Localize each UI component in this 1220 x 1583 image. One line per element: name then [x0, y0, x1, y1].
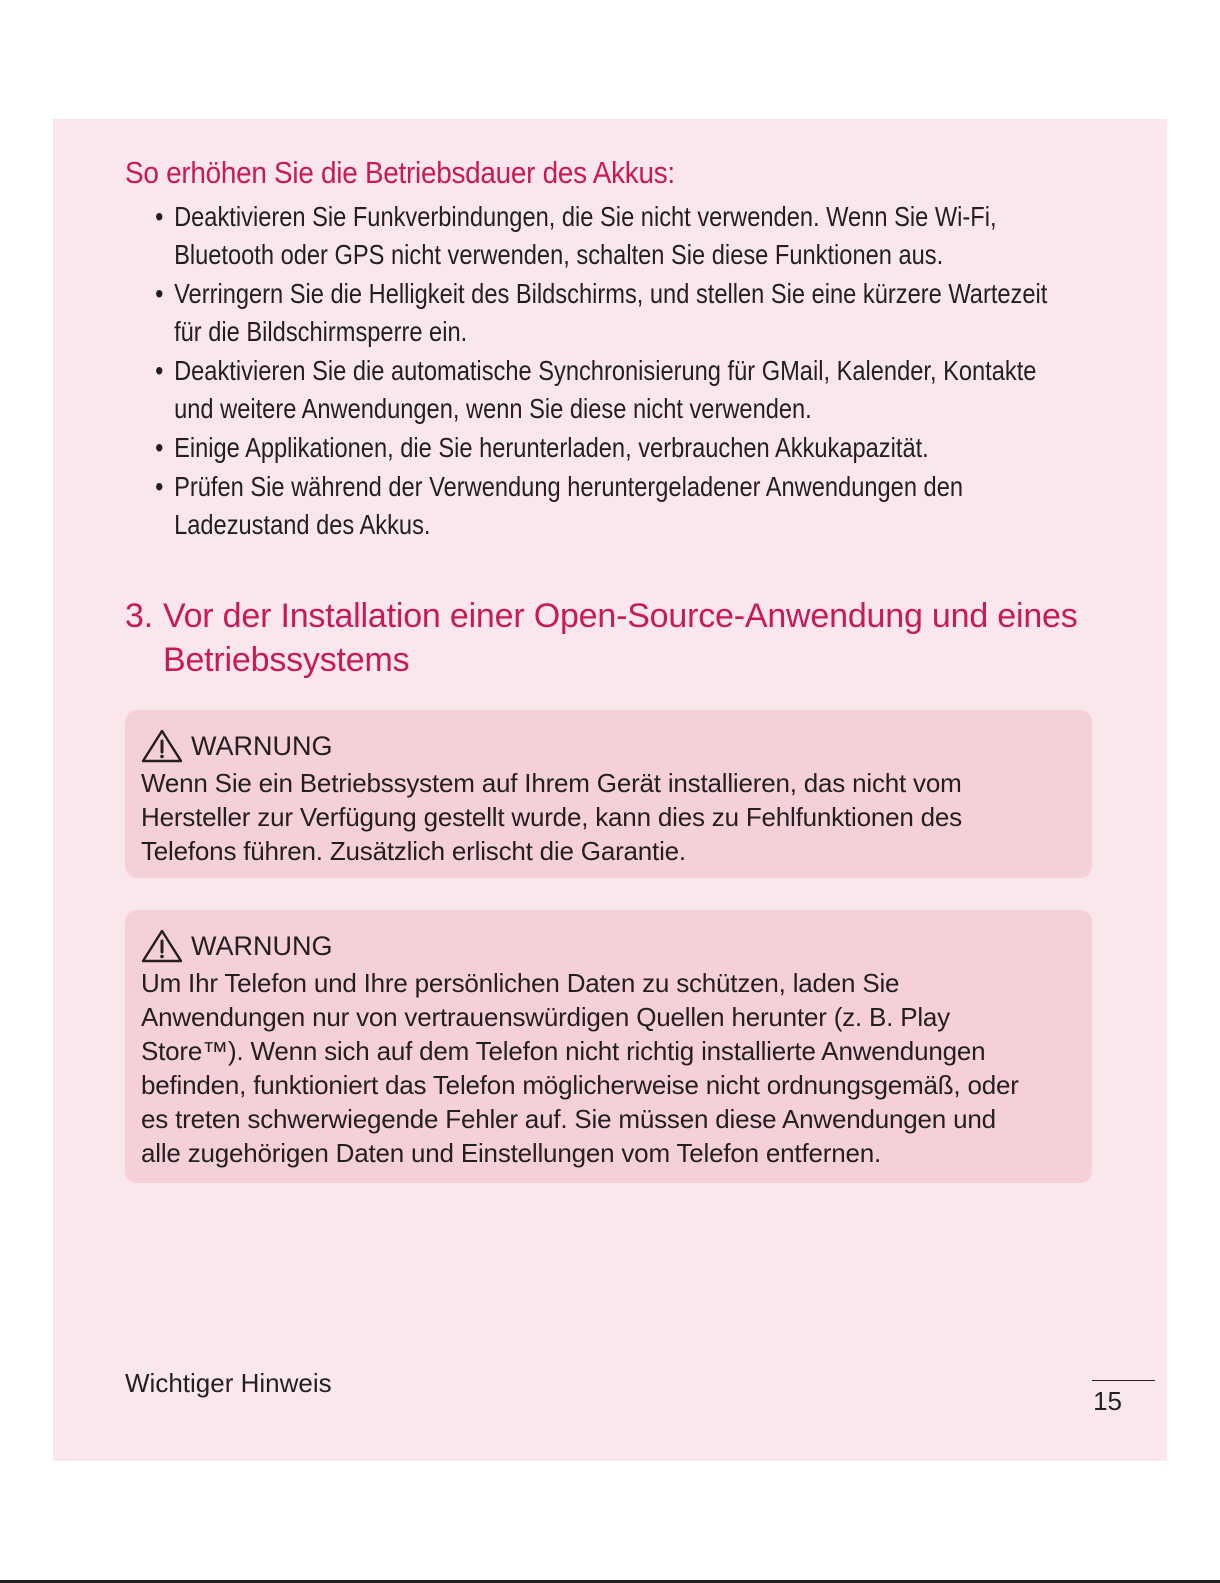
tips-list — [150, 198, 1160, 545]
list-item: • Prüfen Sie während der Verwendung heruntergeladener Anwendungen den Ladezustand des Akkus. — [150, 468, 1163, 544]
list-item: • Deaktivieren Sie Funkverbindungen, die Sie nicht verwenden. Wenn Sie Wi-Fi, Bluetooth oder GPS nicht verwenden, schalten Sie diese Funktionen aus. — [150, 198, 1163, 274]
warning-triangle-icon — [141, 729, 183, 763]
warning-text: Um Ihr Telefon und Ihre persönlichen Daten zu schützen, laden Sie Anwendungen nur von vertrauenswürdigen Quellen herunter (z. B. Play Store™). Wenn sich auf dem Telefon nicht richtig installierte Anwendungen befinden, funktioniert das Telefon möglicherweise nicht ordnungsgemäß, oder es treten schwerwiegende Fehler auf. Sie müssen diese Anwendungen und alle zugehörigen Daten und Einstellungen vom Telefon entfernen. — [141, 968, 1019, 1168]
list-item: • Einige Applikationen, die Sie herunterladen, verbrauchen Akkukapazität. — [150, 429, 1163, 467]
section-number: 3. — [125, 597, 153, 635]
warning-triangle-icon — [141, 929, 183, 963]
footer-label: Wichtiger Hinweis — [125, 1368, 332, 1398]
list-item: • Deaktivieren Sie die automatische Synchronisierung für GMail, Kalender, Kontakte und weitere Anwendungen, wenn Sie diese nicht verwenden. — [150, 352, 1163, 428]
warning-text: Wenn Sie ein Betriebssystem auf Ihrem Gerät installieren, das nicht vom Hersteller zur Verfügung gestellt wurde, kann dies zu Fehlfunktionen des Telefons führen. Zusätzlich erlischt die Garantie. — [141, 768, 962, 866]
page-number-rule — [1092, 1380, 1155, 1381]
section-title-line1: Vor der Installation einer Open-Source-Anwendung und eines — [163, 597, 1078, 635]
section-title-line2: Betriebssystems — [163, 641, 410, 679]
warning-box — [125, 910, 1092, 1183]
warning-title: WARNUNG — [191, 930, 333, 961]
warning-header — [141, 928, 1076, 964]
tips-heading: So erhöhen Sie die Betriebsdauer des Akkus: — [125, 155, 675, 190]
list-item: • Verringern Sie die Helligkeit des Bildschirms, und stellen Sie eine kürzere Wartezeit für die Bildschirmsperre ein. — [150, 275, 1163, 351]
section-title — [125, 594, 1125, 682]
page-number: 15 — [1093, 1386, 1122, 1416]
warning-title: WARNUNG — [191, 730, 333, 761]
warning-box — [125, 710, 1092, 878]
warning-header — [141, 728, 1076, 764]
